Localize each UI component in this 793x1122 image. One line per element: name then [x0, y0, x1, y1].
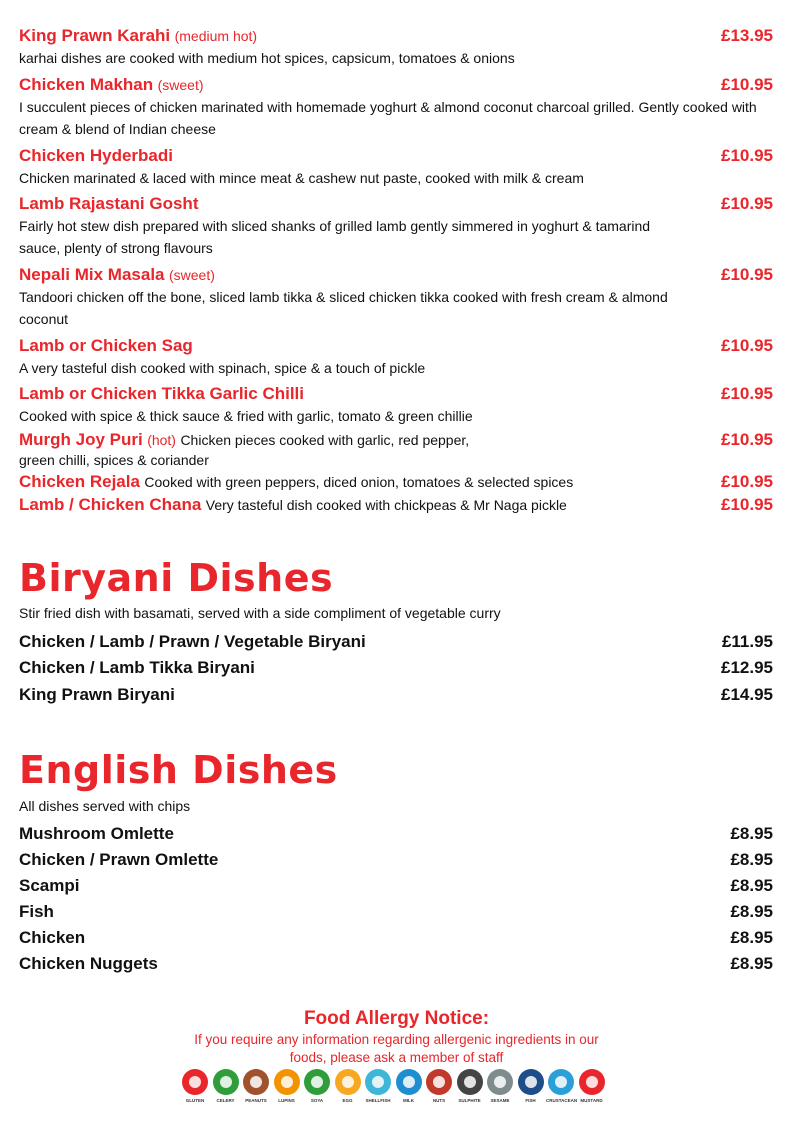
dish-name: Chicken Makhan [19, 75, 154, 94]
dish-description: green chilli, spices & coriander [19, 452, 209, 468]
dish-name: Chicken Hyderbadi [19, 146, 173, 165]
allergen-item [180, 1069, 210, 1104]
biryani-section-subtitle: Stir fried dish with basamati, served with a side compliment of vegetable curry [19, 605, 501, 621]
lupin-icon [274, 1069, 300, 1095]
allergen-item [394, 1069, 424, 1104]
dish-price: £8.95 [730, 902, 773, 921]
menu-item [19, 873, 773, 899]
egg-icon [335, 1069, 361, 1095]
dish-price: £8.95 [730, 954, 773, 973]
dish-price: £12.95 [721, 658, 773, 677]
dish-price: £11.95 [721, 632, 773, 651]
allergy-notice-line: If you require any information regarding allergenic ingredients in our [194, 1032, 599, 1047]
biryani-section-title: Biryani Dishes [19, 556, 334, 600]
allergen-label: EGG [342, 1098, 353, 1103]
allergen-item [455, 1069, 485, 1104]
menu-item [19, 494, 773, 516]
dish-description: Chicken marinated & laced with mince meat & cashew nut paste, cooked with milk & cream [19, 170, 584, 186]
dish-name: Fish [19, 902, 54, 921]
allergen-item [424, 1069, 454, 1104]
allergen-label: MUSTARD [580, 1098, 603, 1103]
allergen-label: CRUSTACEAN [546, 1098, 578, 1103]
allergen-label: GLUTEN [185, 1098, 205, 1103]
allergen-item [272, 1069, 302, 1104]
dish-inline-description: Chicken pieces cooked with garlic, red pepper, [180, 432, 470, 448]
menu-item [19, 264, 773, 330]
dish-price: £8.95 [730, 824, 773, 843]
dish-name: Chicken Nuggets [19, 954, 158, 973]
allergen-item [333, 1069, 363, 1104]
dish-name: Chicken [19, 928, 86, 947]
dish-price: £8.95 [730, 850, 773, 869]
dish-description: Tandoori chicken off the bone, sliced lamb tikka & sliced chicken tikka cooked with fresh cream & almond coconut [19, 289, 668, 327]
dish-name: Nepali Mix Masala [19, 265, 165, 284]
allergy-notice [0, 1007, 793, 1067]
allergy-notice-title: Food Allergy Notice: [303, 1008, 490, 1029]
dish-name: Chicken Rejala [19, 472, 140, 491]
dish-price: £8.95 [730, 876, 773, 895]
wheat-icon [182, 1069, 208, 1095]
fish-icon [518, 1069, 544, 1095]
menu-item [19, 471, 773, 493]
celery-icon [213, 1069, 239, 1095]
menu-item [19, 655, 773, 681]
dish-description: Cooked with spice & thick sauce & fried with garlic, tomato & green chillie [19, 408, 473, 424]
dish-note: (sweet) [168, 267, 215, 283]
dish-note: (sweet) [157, 77, 204, 93]
allergen-item [546, 1069, 576, 1104]
allergen-label: FISH [525, 1098, 536, 1103]
dish-price: £14.95 [721, 685, 773, 704]
soya-icon [304, 1069, 330, 1095]
dish-price: £10.95 [721, 336, 773, 355]
dish-name: Murgh Joy Puri [19, 430, 143, 449]
dish-name: Chicken / Lamb / Prawn / Vegetable Biryani [19, 632, 366, 651]
english-section-subtitle: All dishes served with chips [19, 798, 191, 814]
dish-name: Chicken / Lamb Tikka Biryani [19, 658, 255, 677]
allergen-item [241, 1069, 271, 1104]
menu-item [19, 682, 773, 708]
dish-name: Chicken / Prawn Omlette [19, 850, 219, 869]
menu-item [19, 925, 773, 951]
allergen-item [516, 1069, 546, 1104]
dish-description: karhai dishes are cooked with medium hot spices, capsicum, tomatoes & onions [19, 50, 515, 66]
dish-name: Mushroom Omlette [19, 824, 174, 843]
allergen-icons [180, 1069, 620, 1109]
allergen-item [302, 1069, 332, 1104]
allergen-label: SOYA [310, 1098, 324, 1103]
dish-price: £10.95 [721, 384, 773, 403]
menu-item [19, 847, 773, 873]
dish-price: £10.95 [721, 194, 773, 213]
allergen-item [485, 1069, 515, 1104]
allergen-label: CELERY [216, 1098, 235, 1103]
allergen-label: SULPHITE [458, 1098, 481, 1103]
dish-name: King Prawn Karahi [19, 26, 171, 45]
allergen-label: NUTS [432, 1098, 446, 1103]
dish-inline-description: Cooked with green peppers, diced onion, tomatoes & selected spices [144, 474, 574, 490]
menu-item [19, 629, 773, 655]
dish-note: (medium hot) [174, 28, 258, 44]
dish-price: £10.95 [721, 472, 773, 491]
nut-icon [426, 1069, 452, 1095]
allergen-label: MILK [403, 1098, 414, 1103]
allergy-notice-line: foods, please ask a member of staff [289, 1050, 504, 1065]
menu-item [19, 193, 773, 259]
dish-name: Lamb / Chicken Chana [19, 495, 202, 514]
crab-icon [548, 1069, 574, 1095]
menu-item [19, 821, 773, 847]
dish-price: £10.95 [721, 146, 773, 165]
menu-item [19, 145, 773, 189]
menu-item [19, 25, 773, 69]
sesame-icon [487, 1069, 513, 1095]
dish-name: Lamb or Chicken Sag [19, 336, 193, 355]
allergen-label: SHELLFISH [365, 1098, 391, 1103]
dish-price: £8.95 [730, 928, 773, 947]
menu-item [19, 899, 773, 925]
milk-icon [396, 1069, 422, 1095]
dish-description: Fairly hot stew dish prepared with sliced shanks of grilled lamb gently simmered in yoghurt & tamarind sauce, plenty of strong flavours [19, 218, 651, 256]
dish-price: £10.95 [721, 430, 773, 449]
allergen-label: PEANUTS [245, 1098, 267, 1103]
dish-price: £10.95 [721, 265, 773, 284]
allergen-label: LUPINS [278, 1098, 295, 1103]
mustard-icon [579, 1069, 605, 1095]
sulphite-icon [457, 1069, 483, 1095]
allergen-item [577, 1069, 607, 1104]
menu-item [19, 335, 773, 379]
dish-price: £13.95 [721, 26, 773, 45]
menu-item [19, 429, 773, 469]
allergen-item [211, 1069, 241, 1104]
peanut-icon [243, 1069, 269, 1095]
dish-inline-description: Very tasteful dish cooked with chickpeas & Mr Naga pickle [205, 497, 567, 513]
dish-name: Scampi [19, 876, 80, 895]
dish-note: (hot) [147, 432, 176, 448]
allergen-label: SESAME [490, 1098, 510, 1103]
english-section-title: English Dishes [19, 748, 338, 792]
dish-name: King Prawn Biryani [19, 685, 175, 704]
shellfish-icon [365, 1069, 391, 1095]
menu-item [19, 383, 773, 427]
dish-price: £10.95 [721, 75, 773, 94]
dish-description: A very tasteful dish cooked with spinach, spice & a touch of pickle [19, 360, 426, 376]
dish-name: Lamb Rajastani Gosht [19, 194, 199, 213]
dish-price: £10.95 [721, 495, 773, 514]
menu-item [19, 74, 773, 140]
menu-item [19, 951, 773, 977]
dish-name: Lamb or Chicken Tikka Garlic Chilli [19, 384, 304, 403]
dish-description: I succulent pieces of chicken marinated with homemade yoghurt & almond coconut charcoal grilled. Gently cooked with cream & blend of Indian cheese [19, 99, 757, 137]
allergen-item [363, 1069, 393, 1104]
